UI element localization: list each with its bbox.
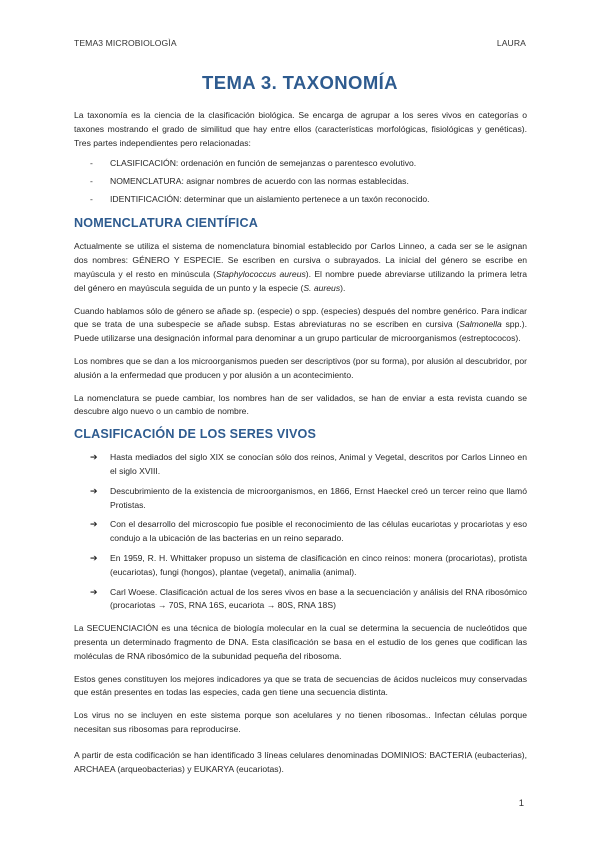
list-item: - NOMENCLATURA: asignar nombres de acuerdo con las normas establecidas. <box>74 172 527 190</box>
nomenclatura-paragraph-2: Cuando hablamos sólo de género se añade sp. (especie) o spp. (especies) después del nombre genérico. Para indicar que se trata de una subespecie se añade subsp. Estas abreviaturas no se escriben en cursiva (Salmonella spp.). Puede utilizarse una designación informal para denominar a un grupo particular de microorganismos (estreptococos). <box>74 305 527 344</box>
list-item: ➔ Hasta mediados del siglo XIX se conocían sólo dos reinos, Animal y Vegetal, descritos por Carlos Linneo en el siglo XVIII. <box>90 452 527 476</box>
page-header <box>74 38 526 48</box>
clasificacion-paragraph-4: A partir de esta codificación se han identificado 3 líneas celulares denominadas DOMINIOS: BACTERIA (eubacterias), ARCHAEA (arqueobacterias) y EUKARYA (eucariotas). <box>74 749 527 774</box>
list-item: ➔ Descubrimiento de la existencia de microorganismos, en 1866, Ernst Haeckel creó un tercer reino que llamó Protistas. <box>90 485 527 510</box>
header-author: LAURA <box>496 38 526 48</box>
clasificacion-list <box>74 451 527 613</box>
header-subject: TEMA3 MICROBIOLOGÌA <box>74 38 177 48</box>
arrow-bullet-icon: ➔ <box>90 485 98 496</box>
dash-bullet: - <box>90 194 93 205</box>
species-name: Staphylococcus aureus <box>216 268 306 279</box>
arrow-bullet-icon: ➔ <box>90 452 98 463</box>
nomenclatura-paragraph-1: Actualmente se utiliza el sistema de nomenclatura binomial establecido por Carlos Linneo, a cada ser se le asignan dos nombres: GÉNERO Y ESPECIE. Se escriben en cursiva o subrayados. La inicial del género se escribe en mayúscula y el resto en minúscula (Staphylococcus aureus). El nombre puede abreviarse utilizando la primera letra del género en mayúscula seguida de un punto y la especie (S. aureus). <box>74 241 527 293</box>
list-item: ➔ En 1959, R. H. Whittaker propuso un sistema de clasificación en cinco reinos: monera (procariotas), protista (eucariotas), fungi (hongos), plantae (vegetal), animalia (animal). <box>90 552 527 577</box>
document-body <box>74 109 527 776</box>
intro-list <box>74 154 527 208</box>
section-heading-nomenclatura: NOMENCLATURA CIENTÍFICA <box>74 216 258 231</box>
clasificacion-paragraph-2: Estos genes constituyen los mejores indicadores ya que se trata de secuencias de ácidos nucleicos muy conservadas que están presentes en todas las especies, cada gen tiene una secuencia distinta. <box>74 673 527 698</box>
list-item: - CLASIFICACIÓN: ordenación en función de semejanzas o parentesco evolutivo. <box>74 154 527 172</box>
dash-bullet: - <box>90 158 93 169</box>
list-item: - IDENTIFICACIÓN: determinar que un aislamiento pertenece a un taxón reconocido. <box>74 190 527 208</box>
intro-paragraph: La taxonomía es la ciencia de la clasificación biológica. Se encarga de agrupar a los seres vivos en categorías o taxones mostrando el grado de similitud que hay entre ellos (características morfológicas, fisiológicas y genéticas). Tres partes independientes pero relacionadas: <box>74 110 527 148</box>
page-number: 1 <box>518 798 524 809</box>
nomenclatura-paragraph-3: Los nombres que se dan a los microorganismos pueden ser descriptivos (por su forma), por alusión al descubridor, por alusión a la enfermedad que producen y por alusión a un acontecimiento. <box>74 355 527 380</box>
list-item: ➔ Carl Woese. Clasificación actual de los seres vivos en base a la secuenciación y análisis del RNA ribosómico (procariotas → 70S, RNA 16S, eucariota → 80S, RNA 18S) <box>90 586 527 611</box>
section-heading-clasificacion: CLASIFICACIÓN DE LOS SERES VIVOS <box>74 427 317 442</box>
arrow-bullet-icon: ➔ <box>90 552 98 563</box>
dash-bullet: - <box>90 176 93 187</box>
list-item: ➔ Con el desarrollo del microscopio fue posible el reconocimiento de las células eucariotas y procariotas y eso condujo a la ubicación de las bacterias en un reino separado. <box>90 519 527 544</box>
genus-name: Salmonella <box>459 319 502 330</box>
arrow-bullet-icon: ➔ <box>90 519 98 530</box>
nomenclatura-paragraph-4: La nomenclatura se puede cambiar, los nombres han de ser validados, se han de enviar a esta revista cuando se descubre algo nuevo o un cambio de nombre. <box>74 392 527 417</box>
arrow-bullet-icon: ➔ <box>90 586 98 597</box>
page-title: TEMA 3. TAXONOMÍA <box>202 72 398 93</box>
clasificacion-paragraph-3: Los virus no se incluyen en este sistema porque son acelulares y no tienen ribosomas.. Infectan células porque necesitan sus ribosomas para reproducirse. <box>74 710 527 734</box>
species-abbrev: S. aureus <box>303 282 341 293</box>
clasificacion-paragraph-1: La SECUENCIACIÓN es una técnica de biología molecular en la cual se determina la secuencia de nucleótidos que presenta un determinado fragmento de DNA. Esta clasificación se basa en el estudio de los genes que codifican las moléculas de RNA ribosómico de la subunidad pequeña del ribosoma. <box>74 623 527 661</box>
